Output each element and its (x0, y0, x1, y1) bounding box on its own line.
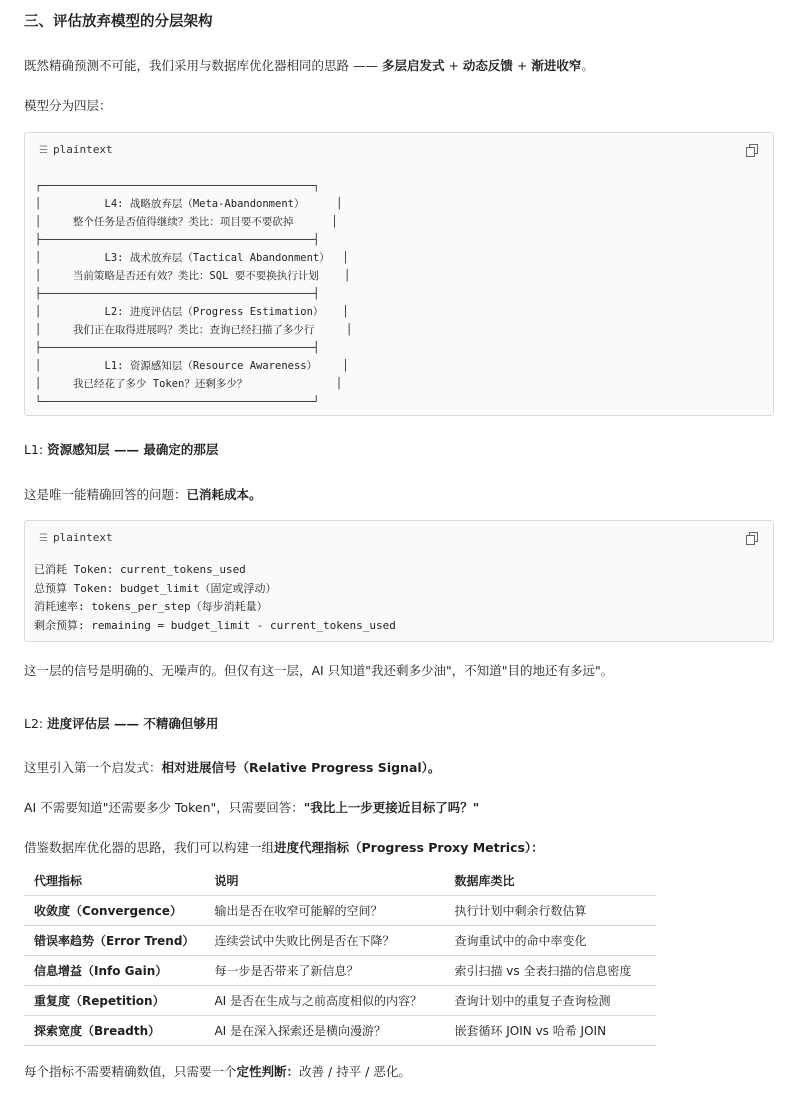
footer-bold: 定性判断： (236, 1064, 300, 1079)
resource-code (34, 561, 396, 635)
metric-db-analogy: 查询计划中的重复子查询检测 (444, 986, 656, 1016)
diagram-line: ├───────────────────────────────────────────┤ (35, 234, 320, 246)
metric-description: AI 是在深入探索还是横向漫游？ (204, 1016, 444, 1046)
diagram-line: │ L3: 战术放弃层（Tactical Abandonment） │ (35, 252, 349, 264)
code-line: 总预算 Token: budget_limit（固定或浮动） (34, 581, 277, 595)
metric-db-analogy: 查询重试中的命中率变化 (444, 926, 656, 956)
table-header-cell: 说明 (204, 866, 444, 896)
code-line: 消耗速率: tokens_per_step（每步消耗量） (34, 600, 268, 613)
diagram-line: │ 整个任务是否值得继续？类比：项目要不要砍掉 │ (35, 216, 338, 228)
code-line: 剩余预算: remaining = budget_limit - current_tokens_used (34, 618, 396, 632)
code-language-text: plaintext (52, 143, 113, 156)
l2-text-1-bold: 相对进展信号（Relative Progress Signal）。 (161, 760, 441, 775)
diagram-line: ┌───────────────────────────────────────────┐ (35, 180, 320, 192)
l2-text-2 (24, 798, 479, 816)
footer-text: 每个指标不需要精确数值，只需要一个 (24, 1064, 237, 1079)
intro-bold-3: 渐进收窄 (531, 58, 582, 73)
table-row (24, 986, 656, 1016)
footer-end: 改善 / 持平 / 恶化。 (299, 1064, 411, 1079)
l1-title-prefix: L1: (24, 442, 48, 457)
code-language-label (39, 143, 113, 156)
l2-text-1-plain: 这里引入第一个启发式： (24, 760, 162, 775)
intro-bold-1: 多层启发式 (381, 58, 445, 73)
l2-text-3-plain: 借鉴数据库优化器的思路，我们可以构建一组 (24, 840, 275, 855)
l1-text-bold: 已消耗成本。 (186, 487, 262, 502)
l1-text-plain: 这是唯一能精确回答的问题： (24, 487, 187, 502)
metric-name: 信息增益（Info Gain） (24, 956, 204, 986)
footer-paragraph (24, 1062, 411, 1080)
table-header-cell: 数据库类比 (444, 866, 656, 896)
intro-text: 既然精确预测不可能，我们采用与数据库优化器相同的思路 —— (24, 58, 382, 73)
copy-icon[interactable] (746, 144, 758, 157)
intro-paragraph (24, 56, 594, 74)
metric-db-analogy: 嵌套循环 JOIN vs 哈希 JOIN (444, 1016, 656, 1046)
l1-signal-paragraph: 这一层的信号是明确的、无噪声的。但仅有这一层，AI 只知道"我还剩多少油"，不知道"目的地还有多远"。 (24, 663, 614, 678)
metric-name: 收敛度（Convergence） (24, 896, 204, 926)
l2-text-2-plain: AI 不需要知道"还需要多少 Token"，只需要回答： (24, 800, 304, 815)
intro-sep-1: + (444, 58, 463, 73)
l2-text-2-bold: "我比上一步更接近目标了吗？" (303, 800, 480, 815)
metric-description: 每一步是否带来了新信息？ (204, 956, 444, 986)
layer-diagram (35, 177, 352, 411)
diagram-line: │ 我们正在取得进展吗？类比：查询已经扫描了多少行 │ (35, 324, 353, 336)
section-heading: 三、评估放弃模型的分层架构 (24, 14, 213, 30)
table-header-row (24, 866, 656, 896)
code-block-layers (24, 132, 774, 416)
code-lines-icon: ☰ (39, 145, 48, 156)
l2-text-1 (24, 758, 440, 776)
code-lines-icon-2: ☰ (39, 533, 48, 544)
l2-title (24, 714, 218, 732)
diagram-line: ├───────────────────────────────────────────┤ (35, 288, 320, 300)
metric-name: 重复度（Repetition） (24, 986, 204, 1016)
l2-title-prefix: L2: (24, 716, 48, 731)
table-row (24, 956, 656, 986)
table-row (24, 1016, 656, 1046)
metric-description: AI 是否在生成与之前高度相似的内容？ (204, 986, 444, 1016)
l2-text-3 (24, 838, 544, 856)
intro-end: 。 (581, 58, 594, 73)
metric-name: 探索宽度（Breadth） (24, 1016, 204, 1046)
l2-title-bold: 进度评估层 —— 不精确但够用 (47, 716, 219, 731)
l1-title (24, 440, 218, 458)
diagram-line: │ 当前策略是否还有效？类比：SQL 要不要换执行计划 │ (35, 270, 351, 282)
intro-sep-2: + (512, 58, 532, 73)
metric-db-analogy: 索引扫描 vs 全表扫描的信息密度 (444, 956, 656, 986)
diagram-line: ├───────────────────────────────────────────┤ (35, 342, 320, 354)
intro-bold-2: 动态反馈 (462, 58, 513, 73)
code-language-text-2: plaintext (52, 531, 113, 544)
layers-intro: 模型分为四层： (24, 98, 112, 113)
code-language-label-2 (39, 531, 113, 544)
l1-text (24, 485, 262, 503)
metric-db-analogy: 执行计划中剩余行数估算 (444, 896, 656, 926)
table-row (24, 896, 656, 926)
code-block-resources (24, 520, 774, 642)
diagram-line: │ 我已经花了多少 Token？还剩多少？ │ (35, 378, 343, 390)
metric-description: 连续尝试中失败比例是否在下降？ (204, 926, 444, 956)
diagram-line: │ L2: 进度评估层（Progress Estimation） │ (35, 306, 349, 318)
metric-name: 错误率趋势（Error Trend） (24, 926, 204, 956)
table-row (24, 926, 656, 956)
code-line: 已消耗 Token: current_tokens_used (34, 563, 246, 576)
l2-text-3-bold: 进度代理指标（Progress Proxy Metrics）： (274, 840, 544, 855)
copy-icon-2[interactable] (746, 532, 758, 545)
metric-description: 输出是否在收窄可能解的空间？ (204, 896, 444, 926)
table-header-cell: 代理指标 (24, 866, 204, 896)
diagram-line: └───────────────────────────────────────────┘ (35, 396, 320, 408)
proxy-metrics-table (24, 866, 656, 1046)
diagram-line: │ L4: 战略放弃层（Meta-Abandonment） │ (35, 198, 343, 210)
diagram-line: │ L1: 资源感知层（Resource Awareness） │ (35, 360, 349, 372)
l1-title-bold: 资源感知层 —— 最确定的那层 (47, 442, 219, 457)
